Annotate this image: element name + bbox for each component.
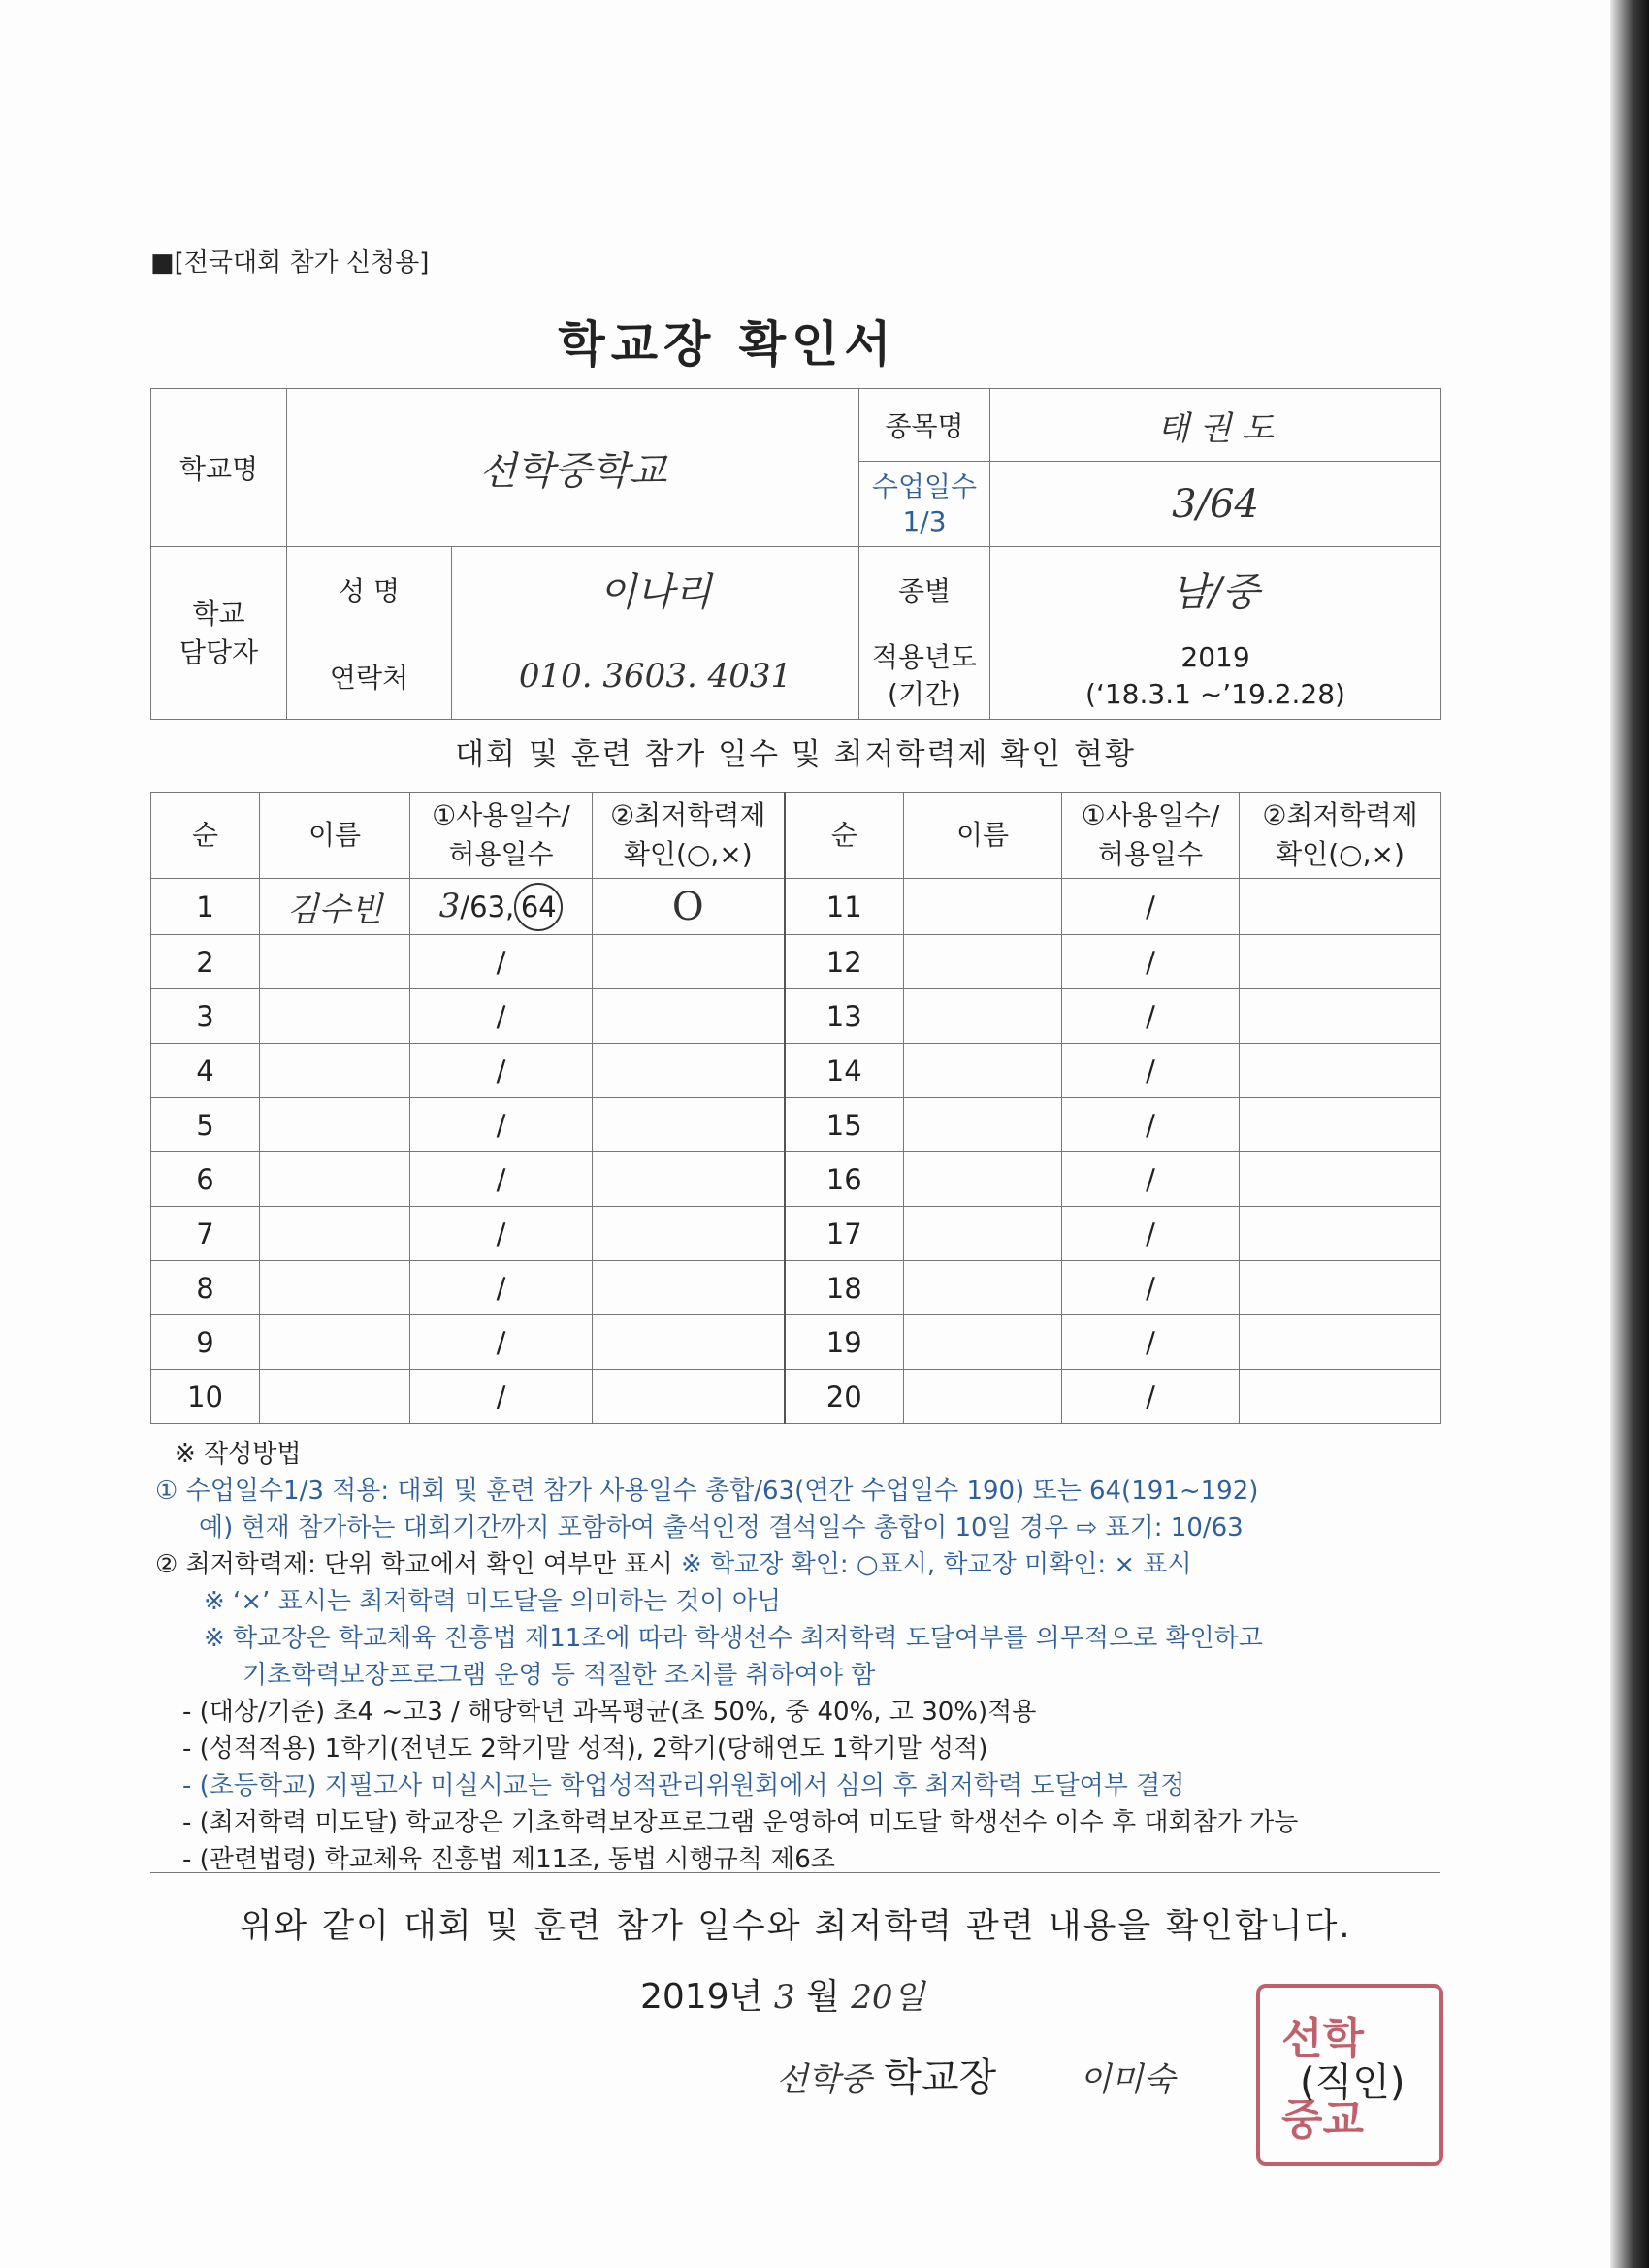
col-header: ①사용일수/ 허용일수 <box>410 793 593 879</box>
table-row <box>151 989 1441 1044</box>
section-title: 대회 및 훈련 참가 일수 및 최저학력제 확인 현황 <box>150 718 1440 793</box>
athlete-name <box>904 1315 1062 1370</box>
page-title: 학교장 확인서 <box>558 316 897 373</box>
signature-line <box>776 2047 1175 2102</box>
athlete-name <box>260 989 410 1044</box>
instructions <box>155 1436 1455 1878</box>
days-cell: / <box>410 1370 593 1424</box>
check-mark <box>1240 989 1441 1044</box>
athlete-name <box>904 1370 1062 1424</box>
row-number: 7 <box>151 1207 260 1261</box>
check-mark <box>1240 1261 1441 1315</box>
days-cell: / <box>1062 1207 1240 1261</box>
days-rest: /63, <box>460 890 515 923</box>
notes-heading: ※ 작성방법 <box>175 1440 302 1469</box>
col-header: ①사용일수/ 허용일수 <box>1062 793 1240 879</box>
col-header: 이름 <box>260 793 410 879</box>
info-table <box>150 388 1441 720</box>
days-cell <box>410 879 593 935</box>
document-label: ■[전국대회 참가 신청용] <box>150 248 430 277</box>
check-mark <box>593 1207 785 1261</box>
days-cell: / <box>1062 1098 1240 1152</box>
name-value: 이나리 <box>452 547 859 632</box>
days-used: 3 <box>438 886 461 925</box>
year-label: 적용년도 (기간) <box>859 632 990 720</box>
note-2-highlight: ※ 학교장 확인: ○표시, 학교장 미확인: × 표시 <box>681 1550 1192 1579</box>
athlete-name <box>260 935 410 989</box>
check-mark <box>1240 879 1441 935</box>
table-row <box>151 1098 1441 1152</box>
confirmation-text: 위와 같이 대회 및 훈련 참가 일수와 최저학력 관련 내용을 확인합니다. <box>239 1907 1352 1946</box>
days-cell: / <box>1062 1315 1240 1370</box>
note-2-text: ② 최저학력제: 단위 학교에서 확인 여부만 표시 <box>155 1550 682 1579</box>
days-label: 수업일수 1/3 <box>859 462 990 547</box>
check-mark <box>593 1370 785 1424</box>
table-row <box>151 1315 1441 1370</box>
days-cell: / <box>410 1152 593 1207</box>
detail-2: - (성적적용) 1학기(전년도 2학기말 성적), 2학기(당해연도 1학기말 성적) <box>182 1734 988 1764</box>
athlete-name <box>260 1207 410 1261</box>
row-number: 12 <box>785 935 904 989</box>
row-number: 10 <box>151 1370 260 1424</box>
school-label: 학교명 <box>151 389 287 547</box>
col-header: ②최저학력제 확인(○,×) <box>593 793 785 879</box>
detail-5: - (관련법령) 학교체육 진흥법 제11조, 동법 시행규칙 제6조 <box>182 1845 835 1874</box>
athlete-name <box>260 1261 410 1315</box>
check-mark <box>593 1261 785 1315</box>
date-month: 3 <box>773 1978 795 2017</box>
event-value: 태 권 도 <box>990 389 1441 462</box>
row-number: 11 <box>785 879 904 935</box>
row-number: 2 <box>151 935 260 989</box>
detail-1: - (대상/기준) 초4 ~고3 / 해당학년 과목평균(초 50%, 중 40%, 고 30%)적용 <box>182 1698 1037 1727</box>
col-header: 순 <box>151 793 260 879</box>
days-cell: / <box>1062 1152 1240 1207</box>
table-header-row <box>151 793 1441 879</box>
athlete-name <box>904 1044 1062 1098</box>
days-cell: / <box>1062 935 1240 989</box>
date-day: 20일 <box>851 1978 925 2017</box>
note-4a: ※ 학교장은 학교체육 진흥법 제11조에 따라 학생선수 최저학력 도달여부를 의무적으로 확인하고 <box>204 1624 1263 1653</box>
check-mark <box>1240 1152 1441 1207</box>
days-cell: / <box>410 1261 593 1315</box>
check-mark <box>593 989 785 1044</box>
year-value: 2019 (‘18.3.1 ~’19.2.28) <box>990 632 1441 720</box>
check-mark <box>1240 1315 1441 1370</box>
gender-value: 남/중 <box>990 547 1441 632</box>
athlete-name <box>260 1315 410 1370</box>
table-row <box>151 1261 1441 1315</box>
phone-value: 010. 3603. 4031 <box>452 632 859 720</box>
signature-title: 학교장 <box>884 2056 997 2100</box>
row-number: 14 <box>785 1044 904 1098</box>
days-cell: / <box>410 935 593 989</box>
detail-4: - (최저학력 미도달) 학교장은 기초학력보장프로그램 운영하여 미도달 학생선수 이수 후 대회참가 가능 <box>182 1808 1299 1837</box>
name-label: 성 명 <box>287 547 452 632</box>
row-number: 18 <box>785 1261 904 1315</box>
check-mark <box>1240 1370 1441 1424</box>
date-line <box>640 1969 924 2019</box>
seal-note: (직인) <box>1300 2060 1406 2105</box>
table-row <box>151 1152 1441 1207</box>
school-value: 선학중학교 <box>287 389 859 547</box>
row-number: 9 <box>151 1315 260 1370</box>
row-number: 13 <box>785 989 904 1044</box>
col-header: 이름 <box>904 793 1062 879</box>
row-number: 8 <box>151 1261 260 1315</box>
row-number: 17 <box>785 1207 904 1261</box>
row-number: 1 <box>151 879 260 935</box>
detail-3: - (초등학교) 지필고사 미실시교는 학업성적관리위원회에서 심의 후 최저학력 도달여부 결정 <box>182 1771 1185 1800</box>
date-month-unit: 월 <box>805 1977 840 2017</box>
athlete-name <box>260 1370 410 1424</box>
check-mark <box>593 1152 785 1207</box>
athlete-name <box>904 1261 1062 1315</box>
days-cell: / <box>1062 1261 1240 1315</box>
athlete-name <box>904 989 1062 1044</box>
row-number: 19 <box>785 1315 904 1370</box>
divider <box>150 1872 1440 1873</box>
signature-school: 선학중 <box>776 2060 872 2099</box>
col-header: 순 <box>785 793 904 879</box>
check-mark <box>593 1098 785 1152</box>
row-number: 16 <box>785 1152 904 1207</box>
days-value: 3/64 <box>990 462 1441 547</box>
date-year: 2019년 <box>640 1977 763 2017</box>
athlete-name: 김수빈 <box>260 879 410 935</box>
check-mark <box>1240 935 1441 989</box>
days-cell: / <box>1062 1044 1240 1098</box>
athlete-name <box>904 879 1062 935</box>
days-cell: / <box>410 1098 593 1152</box>
athlete-name <box>904 1098 1062 1152</box>
days-cell: / <box>410 1207 593 1261</box>
days-cell: / <box>410 989 593 1044</box>
row-number: 6 <box>151 1152 260 1207</box>
check-mark <box>593 935 785 989</box>
official-seal-stamp: 선학 중교 <box>1256 1984 1443 2166</box>
check-mark <box>593 1044 785 1098</box>
table-row <box>151 935 1441 989</box>
table-row <box>151 1207 1441 1261</box>
col-header: ②최저학력제 확인(○,×) <box>1240 793 1441 879</box>
days-cell: / <box>410 1044 593 1098</box>
phone-label: 연락처 <box>287 632 452 720</box>
gender-label: 종별 <box>859 547 990 632</box>
check-mark <box>1240 1044 1441 1098</box>
contact-group-label: 학교 담당자 <box>151 547 287 720</box>
athlete-name <box>904 1152 1062 1207</box>
athlete-name <box>260 1152 410 1207</box>
check-mark <box>1240 1098 1441 1152</box>
row-number: 3 <box>151 989 260 1044</box>
days-cell: / <box>410 1315 593 1370</box>
participation-table <box>150 792 1441 1424</box>
row-number: 5 <box>151 1098 260 1152</box>
athlete-name <box>904 1207 1062 1261</box>
note-4b: 기초학력보장프로그램 운영 등 적절한 조치를 취하여야 함 <box>242 1661 876 1690</box>
athlete-name <box>260 1044 410 1098</box>
note-1a: ① 수업일수1/3 적용: 대회 및 훈련 참가 사용일수 총합/63(연간 수업일수 190) 또는 64(191~192) <box>155 1476 1259 1506</box>
row-number: 4 <box>151 1044 260 1098</box>
note-1b: 예) 현재 참가하는 대회기간까지 포함하여 출석인정 결석일수 총합이 10일 경우 ⇨ 표기: 10/63 <box>199 1513 1244 1542</box>
row-number: 20 <box>785 1370 904 1424</box>
table-row <box>151 879 1441 935</box>
event-label: 종목명 <box>859 389 990 462</box>
check-mark <box>1240 1207 1441 1261</box>
days-cell: / <box>1062 989 1240 1044</box>
note-3: ※ ‘×’ 표시는 최저학력 미도달을 의미하는 것이 아님 <box>204 1587 782 1616</box>
scan-edge <box>1610 0 1649 2268</box>
table-row <box>151 1370 1441 1424</box>
athlete-name <box>260 1098 410 1152</box>
table-row <box>151 1044 1441 1098</box>
signature-name: 이미숙 <box>1079 2060 1176 2099</box>
days-cell: / <box>1062 1370 1240 1424</box>
row-number: 15 <box>785 1098 904 1152</box>
check-mark <box>593 1315 785 1370</box>
circled-days: 64 <box>514 883 563 931</box>
athlete-name <box>904 935 1062 989</box>
check-mark: O <box>593 879 785 935</box>
days-cell: / <box>1062 879 1240 935</box>
note-2 <box>155 1546 1455 1583</box>
